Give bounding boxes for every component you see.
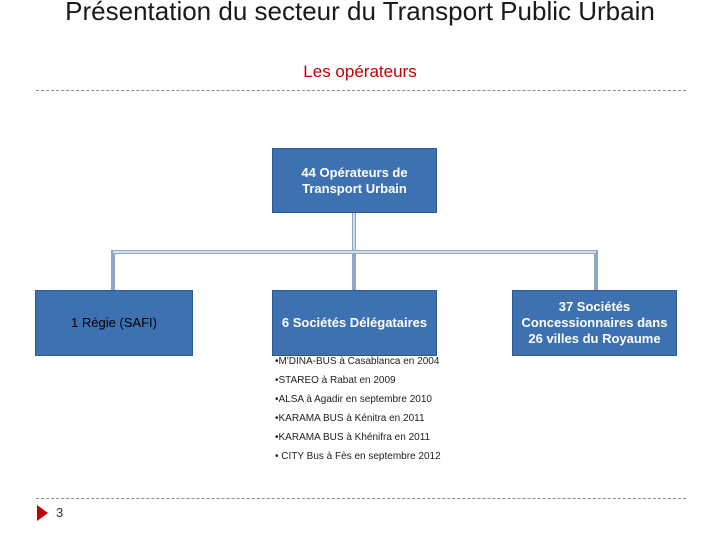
list-item: • STAREO à Rabat en 2009 <box>275 375 460 387</box>
root-node <box>272 148 437 213</box>
delegataires-node-label: 6 Sociétés Délégataires <box>281 315 428 330</box>
list-item: • CITY Bus à Fès en septembre 2012 <box>275 451 460 463</box>
delegataires-node <box>272 290 437 356</box>
list-item: • KARAMA BUS à Kénitra en 2011 <box>275 413 460 425</box>
page-number: 3 <box>56 505 64 520</box>
concessionnaires-node-label: 37 Sociétés Concessionnaires dans 26 villes du Royaume <box>521 299 668 346</box>
regie-node-label: 1 Régie (SAFI) <box>71 315 157 330</box>
list-item: • M'DINA-BUS à Casablanca en 2004 <box>275 356 460 368</box>
bottom-divider <box>36 498 686 499</box>
regie-node <box>35 290 193 356</box>
slide-subtitle: Les opérateurs <box>303 62 417 81</box>
slide-title: Présentation du secteur du Transport Public Urbain <box>65 0 655 26</box>
page-arrow-icon <box>37 505 48 521</box>
concessionnaires-node <box>512 290 677 356</box>
list-item: • ALSA à Agadir en septembre 2010 <box>275 394 460 406</box>
root-node-label: 44 Opérateurs de Transport Urbain <box>301 164 408 196</box>
list-item: • KARAMA BUS à Khénifra en 2011 <box>275 432 460 444</box>
delegataires-list <box>270 356 460 498</box>
